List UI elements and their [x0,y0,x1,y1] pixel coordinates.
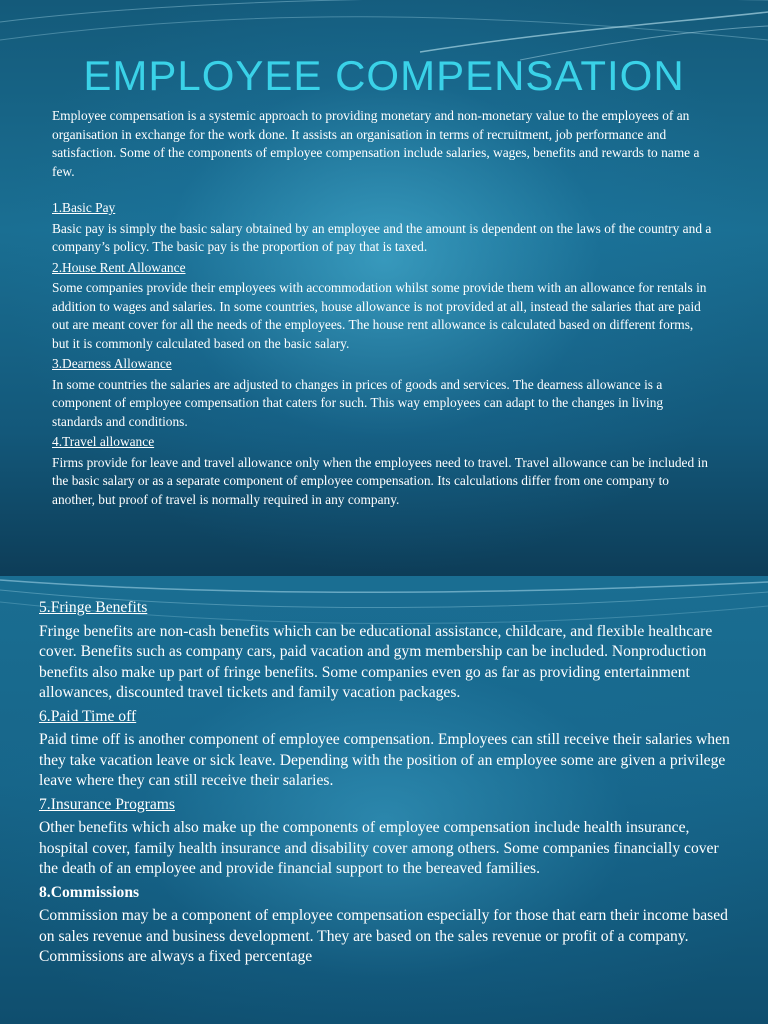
section-text-basic-pay: Basic pay is simply the basic salary obtained by an employee and the amount is dependent on the laws of the country and a company’s policy. The basic pay is the proportion of pay that is taxed. [52,220,712,254]
section-heading-dearness-allowance: 3.Dearness Allowance [52,356,172,371]
section-heading-insurance-programs: 7.Insurance Programs [39,795,175,813]
section-heading-house-rent-allowance: 2.House Rent Allowance [52,259,186,275]
section-text-commissions: Commission may be a component of employee compensation especially for those that earn their income based on sales revenue and business development. They are based on the sales revenue or profit of a company. Commissions are always a fixed percentage [39,907,728,965]
page-title: EMPLOYEE COMPENSATION [83,52,685,99]
section-text-dearness-allowance: In some countries the salaries are adjusted to changes in prices of goods and services. The dearness allowance is a component of employee compensation that caters for such. This way employees can adapt to the changes in living standards and conditions. [52,376,664,429]
section-heading-basic-pay: 1.Basic Pay [52,200,116,215]
section-heading-paid-time-off: 6.Paid Time off [39,707,137,725]
section-text-insurance-programs: Other benefits which also make up the components of employee compensation include health insurance, hospital cover, family health insurance and disability cover among others. Some companies financially cover the death of an employee and provide financial support to the bereaved families. [39,819,719,877]
section-heading-fringe-benefits: 5.Fringe Benefits [39,599,148,616]
section-text-paid-time-off: Paid time off is another component of employee compensation. Employees can still receive their salaries when they take vacation leave or sick leave. Depending with the position of an employee some are given a privilege leave where they can still receive their salaries. [39,731,730,789]
slide-2-content [39,598,739,971]
intro-paragraph: Employee compensation is a systemic approach to providing monetary and non-monetary value to the employees of an organisation in exchange for the work done. It assists an organisation in terms of recruitment, job performance and satisfaction. Some of the components of employee compensation include salaries, wages, benefits and rewards to name a few. [52,108,700,179]
slide-2 [0,576,768,1024]
section-text-travel-allowance: Firms provide for leave and travel allowance only when the employees need to travel. Travel allowance can be included in the basic salary or as a separate component of employee compensation. Its calculations differ from one company to another, but proof of travel is normally required in any company. [52,454,708,507]
section-heading-travel-allowance: 4.Travel allowance [52,434,155,449]
slide-1-content [52,107,712,511]
section-text-house-rent-allowance: Some companies provide their employees with accommodation whilst some provide them with an allowance for rentals in addition to wages and salaries. In some countries, house allowance is not provided at all, instead the salaries that are paid out are meant cover for all the needs of the employees. The house rent allowance is calculated based on different forms, but it is commonly calculated based on the basic salary. [52,280,707,351]
section-text-fringe-benefits: Fringe benefits are non-cash benefits which can be educational assistance, childcare, and flexible healthcare cover. Benefits such as company cars, paid vacation and gym membership can be included. Nonproduction benefits also make up part of fringe benefits. Some companies even go as far as providing entertainment allowances, discounted travel tickets and family vacation packages. [39,622,713,701]
section-heading-commissions: 8.Commissions [39,883,140,901]
